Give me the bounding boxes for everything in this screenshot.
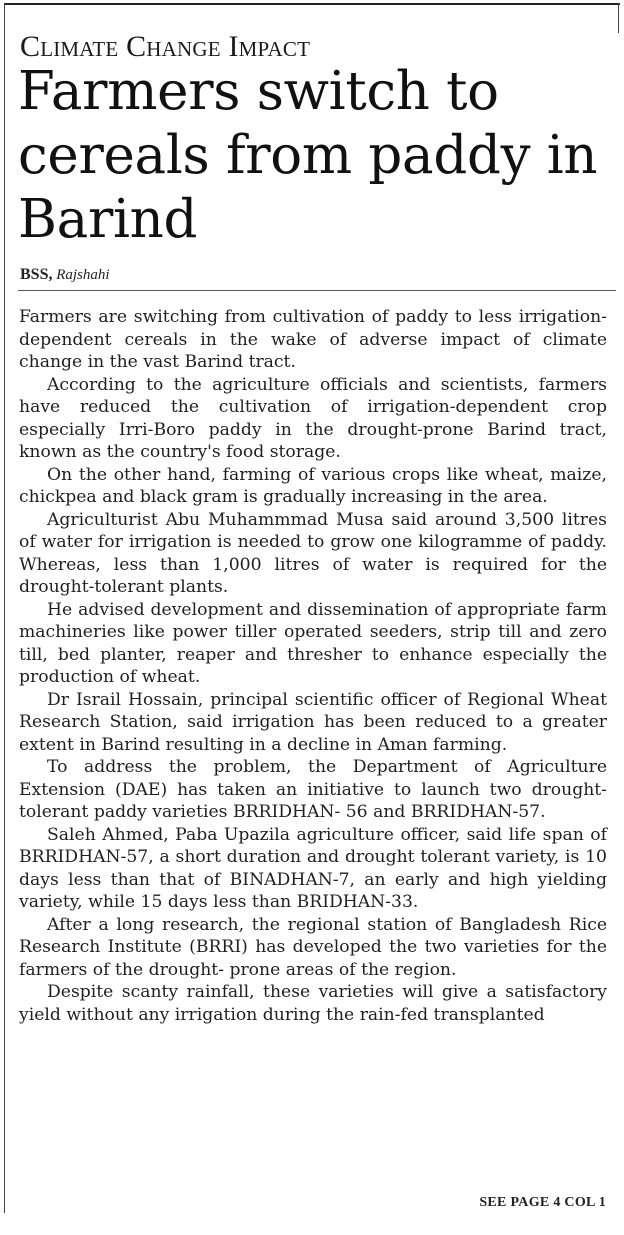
kicker: Climate Change Impact [20,30,311,63]
right-border-tick [618,3,619,33]
byline-rule [18,290,616,291]
continuation-link[interactable]: SEE PAGE 4 COL 1 [479,1195,606,1210]
paragraph: Farmers are switching from cultivation of paddy to less irrigation-dependent cereals in the wake of adverse impact of climate change in the vast Barind tract. [19,307,607,372]
article-body [19,306,607,1026]
left-border [4,3,5,1213]
byline [20,266,110,284]
paragraph: Dr Israil Hossain, principal scientific officer of Regional Wheat Research Station, said irrigation has been reduced to a greater extent in Barind resulting in a decline in Aman farming. [19,689,607,755]
top-border [4,3,620,5]
paragraph: He advised development and dissemination of appropriate farm machineries like power tiller operated seeders, strip till and zero till, bed planter, reaper and thresher to enhance especially the production of wheat. [19,599,607,687]
paragraph: On the other hand, farming of various crops like wheat, maize, chickpea and black gram is gradually increasing in the area. [19,464,607,507]
byline-place: Rajshahi [56,267,110,283]
headline: Farmers switch to cereals from paddy in Barind [18,61,598,250]
paragraph: Despite scanty rainfall, these varieties will give a satisfactory yield without any irrigation during the rain-fed transplanted [19,982,607,1025]
paragraph: Agriculturist Abu Muhammmad Musa said around 3,500 litres of water for irrigation is needed to grow one kilogramme of paddy. Whereas, less than 1,000 litres of water is required for the drought-tolerant plants. [19,509,607,597]
byline-agency: BSS, [20,266,53,283]
paragraph: According to the agriculture officials and scientists, farmers have reduced the cultivation of irrigation-dependent crop especially Irri-Boro paddy in the drought-prone Barind tract, known as the country's food storage. [19,374,607,462]
paragraph: To address the problem, the Department of Agriculture Extension (DAE) has taken an initiative to launch two drought-tolerant paddy varieties BRRIDHAN- 56 and BRRIDHAN-57. [19,757,607,822]
paragraph: After a long research, the regional station of Bangladesh Rice Research Institute (BRRI) has developed the two varieties for the farmers of the drought- prone areas of the region. [19,914,607,980]
paragraph: Saleh Ahmed, Paba Upazila agriculture officer, said life span of BRRIDHAN-57, a short duration and drought tolerant variety, is 10 days less than that of BINADHAN-7, an early and high yielding variety, while 15 days less than BRIDHAN-33. [19,824,607,912]
